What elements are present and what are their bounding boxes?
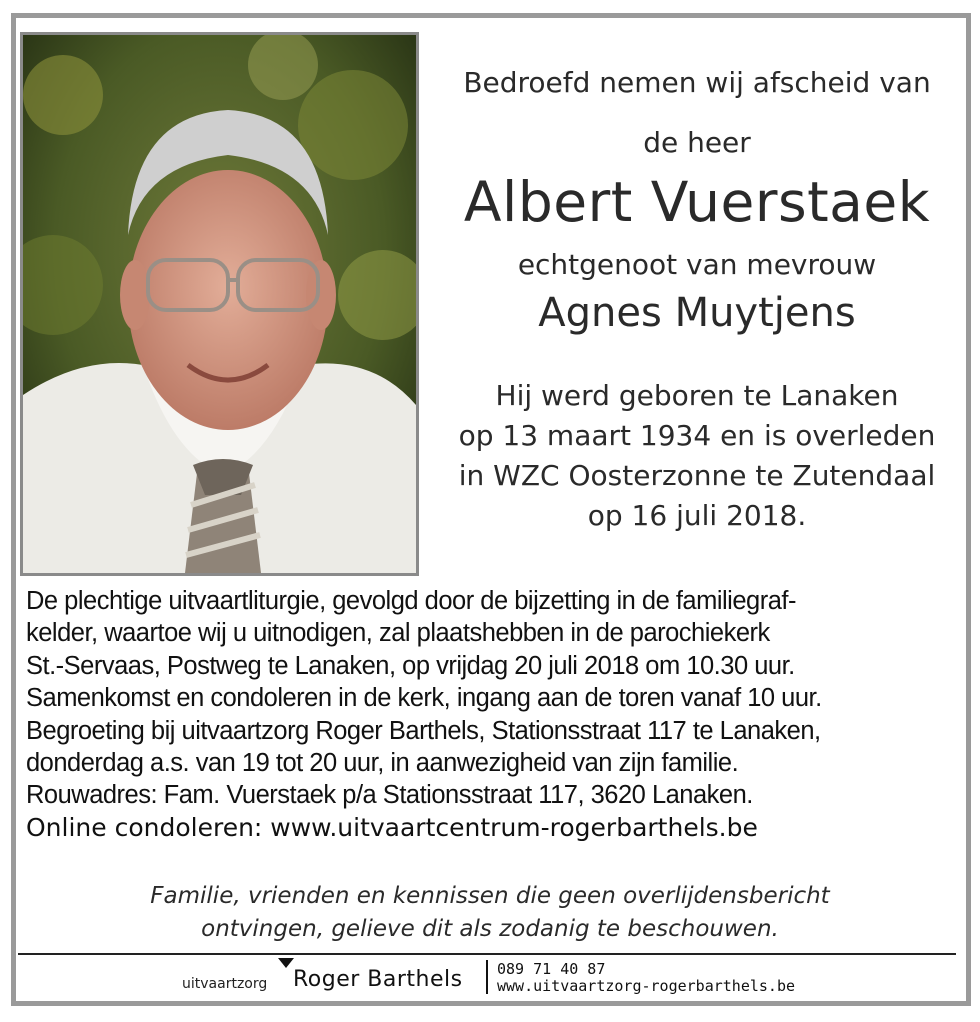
portrait-photo xyxy=(20,32,419,576)
notice-note xyxy=(20,880,960,946)
details-line: Begroeting bij uitvaartzorg Roger Barthels, Stationsstraat 117 te Lanaken, xyxy=(26,716,821,745)
life-line: op 13 maart 1934 en is overleden xyxy=(458,419,936,452)
footer-website-link[interactable]: www.uitvaartzorg-rogerbarthels.be xyxy=(497,977,796,995)
details-line: De plechtige uitvaartliturgie, gevolgd door de bijzetting in de familiegraf- xyxy=(26,587,796,615)
life-line: Hij werd geboren te Lanaken xyxy=(495,379,899,412)
life-dates-block xyxy=(432,376,962,536)
title-prefix: de heer xyxy=(643,126,751,159)
details-line: donderdag a.s. van 19 tot 20 uur, in aanwezigheid van zijn familie. xyxy=(26,749,739,778)
details-line: kelder, waartoe wij u uitnodigen, zal plaatshebben in de parochiekerk xyxy=(26,619,770,648)
footer-divider xyxy=(18,953,956,955)
footer xyxy=(0,958,980,998)
footer-brand: Roger Barthels xyxy=(293,967,463,992)
brand-triangle-icon xyxy=(278,958,294,968)
note-line: Familie, vrienden en kennissen die geen overlijdensbericht xyxy=(150,883,830,909)
funeral-details xyxy=(26,585,956,844)
details-line: Rouwadres: Fam. Vuerstaek p/a Stationsstraat 117, 3620 Lanaken. xyxy=(26,781,753,810)
intro-line: Bedroefd nemen wij afscheid van xyxy=(463,66,931,99)
details-line: Samenkomst en condoleren in de kerk, ingang aan de toren vanaf 10 uur. xyxy=(26,684,822,713)
deceased-name: Albert Vuerstaek xyxy=(463,170,931,234)
life-line: in WZC Oosterzonne te Zutendaal xyxy=(458,459,936,492)
footer-separator xyxy=(486,960,488,994)
spouse-name: Agnes Muytjens xyxy=(538,290,856,336)
note-line: ontvingen, gelieve dit als zodanig te beschouwen. xyxy=(201,916,779,942)
life-line: op 16 juli 2018. xyxy=(587,499,807,532)
details-line: St.-Servaas, Postweg te Lanaken, op vrijdag 20 juli 2018 om 10.30 uur. xyxy=(26,651,795,680)
footer-phone[interactable]: 089 71 40 87 xyxy=(497,960,606,978)
online-condolence-link[interactable]: Online condoleren: www.uitvaartcentrum-rogerbarthels.be xyxy=(26,812,758,842)
spouse-label: echtgenoot van mevrouw xyxy=(517,248,877,281)
footer-prefix: uitvaartzorg xyxy=(182,976,268,992)
